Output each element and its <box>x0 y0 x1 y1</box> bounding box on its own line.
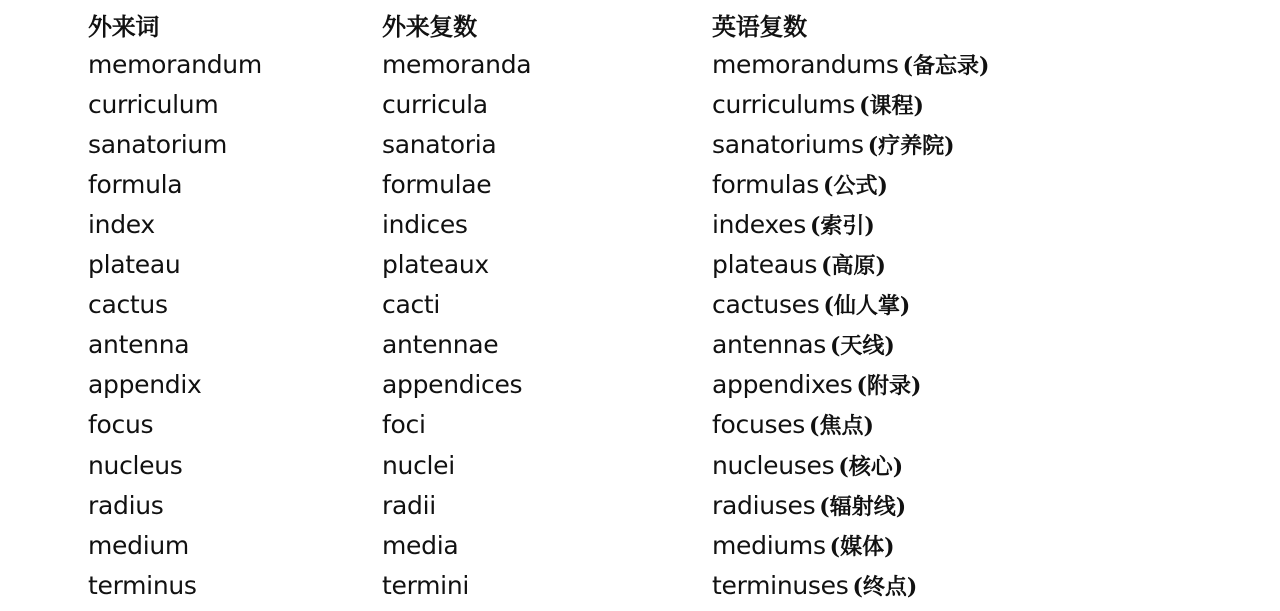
foreign-word-cell: radius <box>88 490 164 520</box>
foreign-word-cell: curriculum <box>88 89 219 119</box>
table-row <box>88 285 1112 325</box>
english-plural-cell <box>712 245 1112 285</box>
header-foreign-plural: 外来复数 <box>382 12 477 41</box>
table-row <box>88 164 1112 204</box>
table-row <box>88 445 1112 485</box>
table-row <box>88 44 1112 84</box>
chinese-gloss: (高原) <box>821 253 886 280</box>
chinese-gloss: (备忘录) <box>902 52 990 79</box>
foreign-plural-cell: media <box>382 530 459 560</box>
foreign-word-cell: terminus <box>88 570 197 600</box>
english-plural-text: formulas <box>712 169 820 199</box>
foreign-plural-cell: memoranda <box>382 49 532 79</box>
english-plural-text: indexes <box>712 210 806 240</box>
foreign-word-cell: plateau <box>88 250 181 280</box>
english-plural-text: antennas <box>712 330 826 360</box>
table-row <box>88 485 1112 525</box>
english-plural-text: plateaus <box>712 250 818 280</box>
english-plural-cell <box>712 84 1112 124</box>
table-row <box>88 525 1112 565</box>
english-plural-text: focuses <box>712 410 806 440</box>
foreign-word-cell: sanatorium <box>88 129 228 159</box>
english-plural-text: appendixes <box>712 370 853 400</box>
foreign-plural-cell: indices <box>382 210 468 240</box>
english-plural-text: cactuses <box>712 290 820 320</box>
foreign-word-cell: appendix <box>88 370 202 400</box>
chinese-gloss: (核心) <box>838 453 904 480</box>
chinese-gloss: (索引) <box>809 213 875 240</box>
foreign-word-cell: formula <box>88 169 183 199</box>
english-plural-text: terminuses <box>712 570 849 600</box>
foreign-plural-cell: nuclei <box>382 450 455 480</box>
chinese-gloss: (终点) <box>852 573 918 600</box>
english-plural-cell <box>712 325 1112 365</box>
foreign-plural-cell: formulae <box>382 169 492 199</box>
table-row <box>88 124 1112 164</box>
header-english-plural: 英语复数 <box>712 12 807 41</box>
header-foreign-word: 外来词 <box>88 12 160 41</box>
table-row <box>88 204 1112 244</box>
english-plural-text: radiuses <box>712 490 816 520</box>
foreign-plural-cell: cacti <box>382 290 441 320</box>
table-row <box>88 565 1112 605</box>
chinese-gloss: (辐射线) <box>819 493 907 520</box>
table-row <box>88 405 1112 445</box>
english-plural-cell <box>712 565 1112 605</box>
foreign-word-cell: cactus <box>88 290 168 320</box>
english-plural-cell <box>712 285 1112 325</box>
table-row <box>88 84 1112 124</box>
table-body <box>88 44 1112 605</box>
foreign-plural-cell: antennae <box>382 330 499 360</box>
plural-forms-table <box>88 4 1112 605</box>
chinese-gloss: (仙人掌) <box>823 293 911 320</box>
chinese-gloss: (附录) <box>856 373 922 400</box>
foreign-word-cell: focus <box>88 410 154 440</box>
english-plural-cell <box>712 164 1112 204</box>
english-plural-text: mediums <box>712 530 826 560</box>
table-row <box>88 325 1112 365</box>
chinese-gloss: (公式) <box>823 172 888 199</box>
foreign-plural-cell: sanatoria <box>382 129 497 159</box>
foreign-plural-cell: foci <box>382 410 426 440</box>
english-plural-text: curriculums <box>712 89 856 119</box>
english-plural-text: nucleuses <box>712 450 835 480</box>
foreign-plural-cell: termini <box>382 570 470 600</box>
header-row <box>88 4 1112 44</box>
foreign-word-cell: index <box>88 210 155 240</box>
table-row <box>88 365 1112 405</box>
english-plural-cell <box>712 365 1112 405</box>
foreign-word-cell: antenna <box>88 330 190 360</box>
foreign-word-cell: medium <box>88 530 189 560</box>
english-plural-cell <box>712 405 1112 445</box>
chinese-gloss: (疗养院) <box>867 132 955 159</box>
english-plural-cell <box>712 445 1112 485</box>
table-row <box>88 245 1112 285</box>
foreign-plural-cell: radii <box>382 490 436 520</box>
foreign-word-cell: memorandum <box>88 49 262 79</box>
chinese-gloss: (媒体) <box>829 533 895 560</box>
english-plural-cell <box>712 204 1112 244</box>
chinese-gloss: (天线) <box>829 333 895 360</box>
english-plural-cell <box>712 525 1112 565</box>
foreign-plural-cell: plateaux <box>382 250 489 280</box>
english-plural-cell <box>712 485 1112 525</box>
foreign-plural-cell: curricula <box>382 89 488 119</box>
foreign-word-cell: nucleus <box>88 450 183 480</box>
chinese-gloss: (课程) <box>859 92 924 119</box>
english-plural-cell <box>712 44 1112 84</box>
english-plural-text: sanatoriums <box>712 129 864 159</box>
foreign-plural-cell: appendices <box>382 370 523 400</box>
chinese-gloss: (焦点) <box>809 413 874 440</box>
english-plural-text: memorandums <box>712 49 899 79</box>
english-plural-cell <box>712 124 1112 164</box>
